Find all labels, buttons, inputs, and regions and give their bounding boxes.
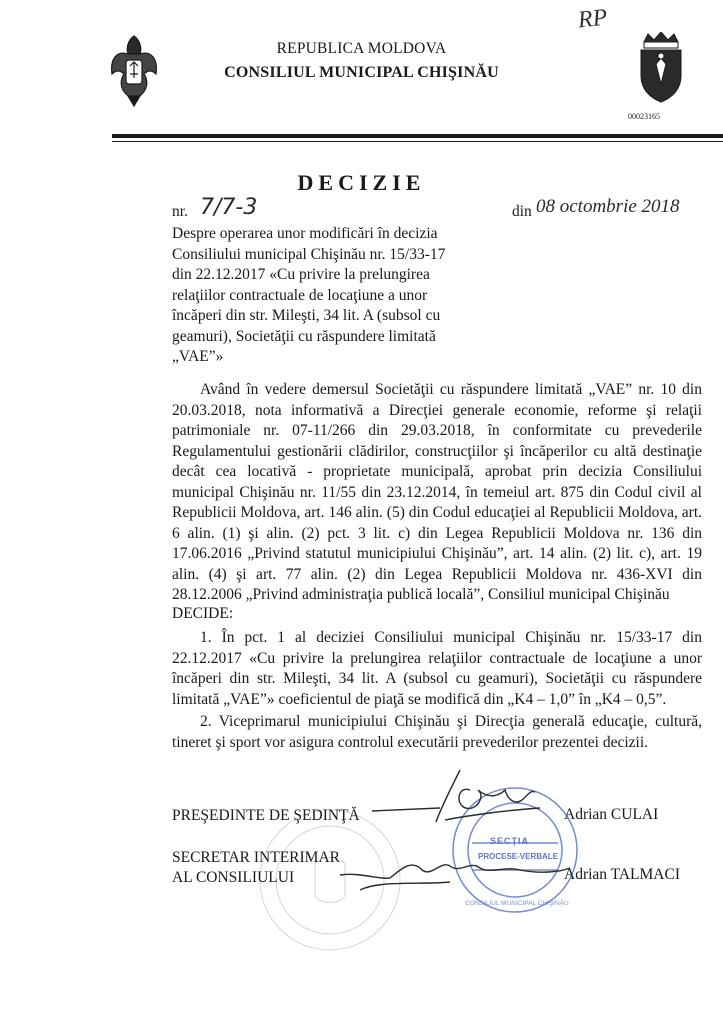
secretariat-stamp-icon: [453, 788, 577, 912]
secretary-name: Adrian TALMACI: [564, 866, 681, 883]
number-value-handwritten: 7/7-3: [200, 195, 258, 220]
document-serial-number: 00023165: [628, 112, 660, 121]
document-title: DECIZIE: [297, 170, 426, 195]
preamble-paragraph: Având în vedere demersul Societăţii cu răspundere limitată „VAE” nr. 10 din 20.03.2018, nota informativă a Direcţiei generale economie, reforme şi relaţii patrimoniale nr. 07-11/266 din 29.03.2018, în conformitate cu prevederile Regulamentului gestionării clădirilor, construcţiilor şi încăperilor cu altă destinaţie decât cea locativă - proprietate municipală, aprobat prin decizia Consiliului municipal Chişinău nr. 11/55 din 23.12.2014, în temeiul art. 875 din Codul civil al Republicii Moldova, art. 146 alin. (5) din Codul educaţiei al Republicii Moldova, art. 6 alin. (1) şi alin. (2) pct. 3 lit. c) din Legea Republicii Moldova nr. 136 din 17.06.2016 „Privind statutul municipiului Chişinău”, art. 14 alin. (2) lit. c), art. 19 alin. (4) şi art. 77 alin. (2) din Legea Republicii Moldova nr. 436-XVI din 28.12.2006 „Privind administraţia publică locală”, Consiliul municipal Chişinău: [172, 381, 702, 603]
stamp-center-line1: SECŢIA: [490, 836, 530, 846]
subject-line: geamuri), Societăţii cu răspundere limitată: [172, 327, 436, 345]
secretary-label-line2: AL CONSILIULUI: [172, 869, 295, 886]
date-value-handwritten: 08 octombrie 2018: [536, 196, 680, 217]
subject-line: încăperi din str. Mileşti, 34 lit. A (subsol cu: [172, 307, 441, 324]
corner-initials: RP: [576, 4, 609, 34]
number-label: nr.: [172, 203, 188, 220]
decision-item-1: 1. În pct. 1 al deciziei Consiliului municipal Chişinău nr. 15/33-17 din 22.12.2017 «Cu privire la prelungirea relaţiilor contractuale de locaţiune a unor încăperi din str. Mileşti, 34 lit. A (subsol cu geamuri), Societăţii cu răspundere limitată „VAE”» coeficientul de piaţă se modifică din „K4 – 1,0” în „K4 – 0,5”.: [172, 629, 702, 708]
decide-label: DECIDE:: [172, 605, 234, 622]
decision-item-2: 2. Viceprimarul municipiului Chişinău şi Direcţia generală educaţie, cultură, tineret şi sport vor asigura controlul executării prevederilor prezentei decizii.: [172, 713, 702, 751]
subject-line: „VAE”»: [172, 348, 224, 365]
subject-line: Despre operarea unor modificări în decizia: [172, 225, 438, 242]
subject-line: Consiliului municipal Chişinău nr. 15/33-17: [172, 245, 446, 263]
subject-line: relaţiilor contractuale de locaţiune a unor: [172, 286, 428, 304]
secretary-label-line1: SECRETAR INTERIMAR: [172, 849, 340, 866]
president-signature: [372, 770, 540, 822]
stamp-center-line2: PROCESE-VERBALE: [478, 852, 559, 861]
president-label: PREŞEDINTE DE ŞEDINŢĂ: [172, 807, 360, 824]
president-name: Adrian CULAI: [564, 806, 659, 823]
secretary-signature: [340, 865, 570, 890]
subject-line: din 22.12.2017 «Cu privire la prelungirea: [172, 266, 430, 283]
stamp-ring-text: CONSILIUL MUNICIPAL CHIŞINĂU: [465, 900, 569, 907]
header-republic: REPUBLICA MOLDOVA: [276, 40, 447, 57]
date-label: din: [512, 203, 532, 220]
header-council: CONSILIUL MUNICIPAL CHIŞINĂU: [224, 64, 499, 81]
